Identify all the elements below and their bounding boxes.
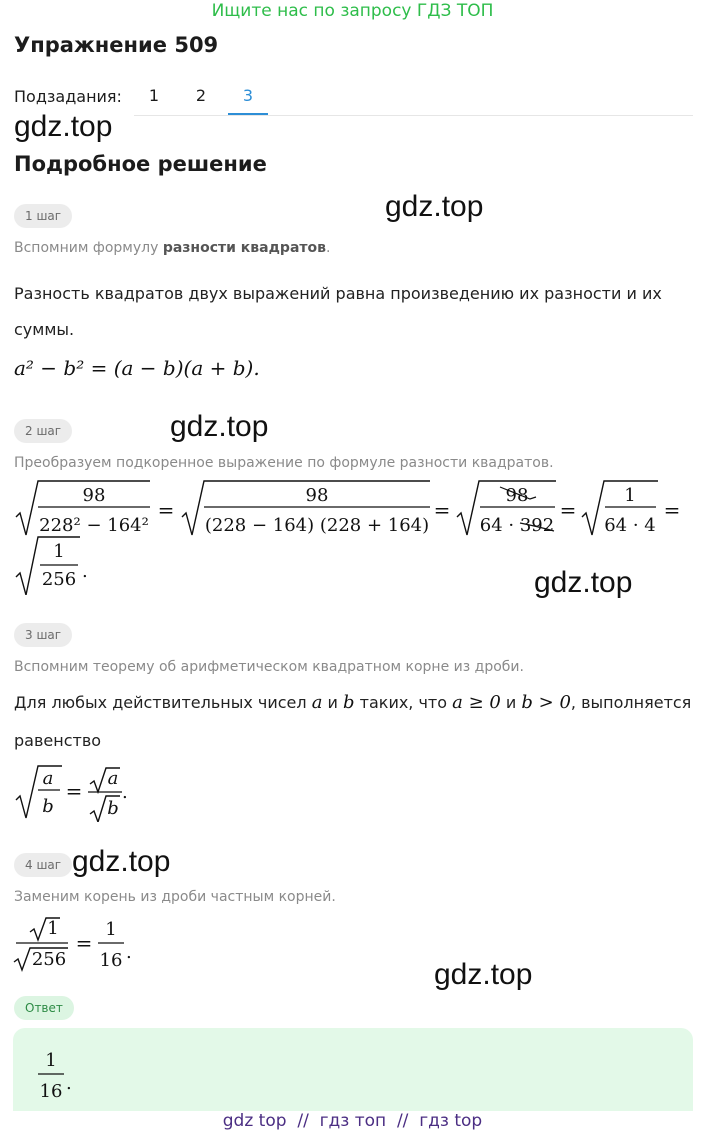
subtasks-label: Подзадания: bbox=[14, 87, 122, 106]
promo-banner[interactable]: Ищите нас по запросу ГДЗ ТОП bbox=[211, 1, 494, 21]
step-badge-4: 4 шаг bbox=[14, 853, 72, 877]
page-title: Упражнение 509 bbox=[14, 33, 219, 57]
step-3-text-cont: равенство bbox=[14, 731, 102, 750]
svg-text:.: . bbox=[66, 1073, 72, 1094]
svg-text:=: = bbox=[157, 498, 175, 522]
svg-text:.: . bbox=[122, 782, 128, 803]
svg-text:a: a bbox=[107, 768, 119, 789]
tab-subtask-2[interactable]: 2 bbox=[195, 86, 207, 105]
svg-text:(228 − 164) (228 + 164): (228 − 164) (228 + 164) bbox=[204, 515, 430, 536]
tab-subtask-3[interactable]: 3 bbox=[242, 86, 254, 105]
svg-text:=: = bbox=[433, 498, 451, 522]
svg-text:256: 256 bbox=[31, 949, 67, 970]
svg-text:256: 256 bbox=[41, 569, 77, 590]
svg-text:16: 16 bbox=[99, 950, 123, 971]
step-badge-2: 2 шаг bbox=[14, 419, 72, 443]
step-3-note: Вспомним теорему об арифметическом квадратном корне из дроби. bbox=[14, 659, 524, 675]
svg-text:=: = bbox=[663, 498, 681, 522]
svg-text:=: = bbox=[75, 931, 93, 955]
step-2-note: Преобразуем подкоренное выражение по формуле разности квадратов. bbox=[14, 455, 554, 471]
footer-links[interactable]: gdz top // гдз топ // гдз top bbox=[222, 1111, 483, 1131]
svg-text:16: 16 bbox=[39, 1081, 63, 1102]
svg-text:a: a bbox=[42, 768, 54, 789]
step-1-note: Вспомним формулу разности квадратов. bbox=[14, 240, 331, 256]
svg-text:b: b bbox=[107, 798, 119, 819]
step-3-text: Для любых действительных чисел a и b таких, что a ≥ 0 и b > 0, выполняется bbox=[14, 692, 692, 713]
formula-difference-of-squares: a² − b² = (a − b)(a + b). bbox=[14, 356, 260, 380]
svg-text:1: 1 bbox=[53, 541, 65, 562]
svg-text:64 · 392: 64 · 392 bbox=[479, 515, 555, 536]
step-badge-3: 3 шаг bbox=[14, 623, 72, 647]
svg-text:1: 1 bbox=[47, 918, 59, 939]
svg-text:1: 1 bbox=[105, 919, 117, 940]
svg-text:64 · 4: 64 · 4 bbox=[604, 515, 656, 536]
step-1-text: Разность квадратов двух выражений равна произведению их разности и их суммы. bbox=[14, 284, 662, 339]
tab-subtask-1[interactable]: 1 bbox=[148, 86, 160, 105]
svg-text:.: . bbox=[126, 942, 132, 963]
tabs-divider bbox=[134, 115, 693, 116]
answer-box bbox=[13, 1028, 693, 1111]
svg-text:98: 98 bbox=[505, 485, 529, 506]
watermark: gdz.top bbox=[14, 110, 113, 143]
svg-text:=: = bbox=[65, 779, 83, 803]
formula-root-of-fraction bbox=[10, 762, 150, 822]
svg-text:98: 98 bbox=[305, 485, 329, 506]
formula-quotient-of-roots bbox=[10, 914, 150, 974]
svg-text:=: = bbox=[559, 498, 577, 522]
watermark: gdz.top bbox=[385, 190, 484, 223]
answer-value bbox=[36, 1046, 96, 1102]
svg-text:1: 1 bbox=[45, 1050, 57, 1071]
solution-title: Подробное решение bbox=[14, 152, 267, 176]
active-tab-indicator bbox=[228, 113, 268, 115]
svg-text:b: b bbox=[42, 796, 54, 817]
watermark: gdz.top bbox=[434, 958, 533, 991]
svg-text:.: . bbox=[82, 561, 88, 582]
watermark: gdz.top bbox=[170, 410, 269, 443]
svg-text:1: 1 bbox=[624, 485, 636, 506]
watermark: gdz.top bbox=[72, 845, 171, 878]
step-4-note: Заменим корень из дроби частным корней. bbox=[14, 889, 336, 905]
watermark: gdz.top bbox=[534, 566, 633, 599]
step-badge-1: 1 шаг bbox=[14, 204, 72, 228]
svg-text:98: 98 bbox=[82, 485, 106, 506]
answer-badge: Ответ bbox=[14, 996, 74, 1020]
svg-text:228² − 164²: 228² − 164² bbox=[39, 515, 149, 536]
